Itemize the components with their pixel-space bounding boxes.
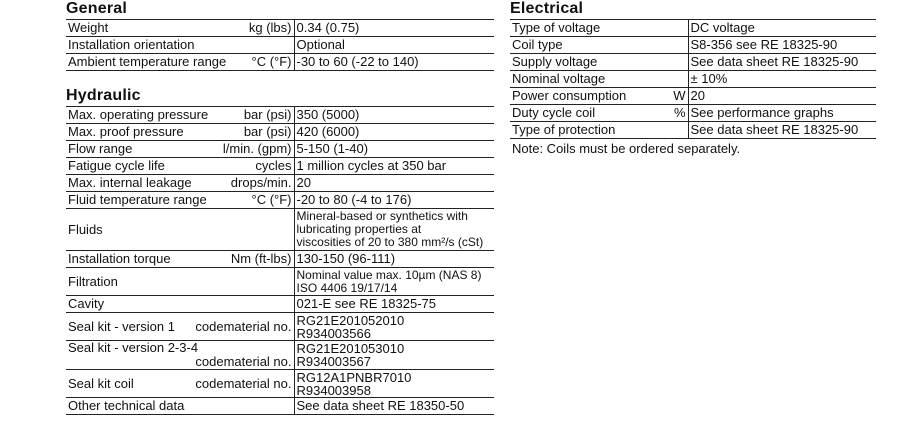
table-row <box>66 20 494 37</box>
row-label: Cavity <box>68 296 105 311</box>
row-value: See performance graphs <box>688 105 876 122</box>
table-row <box>66 313 494 341</box>
row-label: Type of protection <box>512 122 616 137</box>
general-table <box>66 19 494 71</box>
table-row <box>66 398 494 415</box>
row-label: Fluid temperature range <box>68 192 207 207</box>
table-row <box>66 158 494 175</box>
table-row <box>66 141 494 158</box>
row-unit: Nm (ft-lbs) <box>230 251 292 266</box>
hydraulic-title: Hydraulic <box>66 87 141 104</box>
row-label: Coil type <box>512 37 563 52</box>
table-row <box>66 341 494 370</box>
row-unit: cycles <box>255 158 292 173</box>
row-value: See data sheet RE 18325-90 <box>688 122 876 139</box>
row-label: Flow range <box>68 141 133 156</box>
row-unit: bar (psi) <box>243 107 292 122</box>
row-label: Max. internal leakage <box>68 175 192 190</box>
row-value: See data sheet RE 18350-50 <box>294 398 494 415</box>
row-label: Fatigue cycle life <box>68 158 165 173</box>
row-label: Power consumption <box>512 88 627 103</box>
row-label: Other technical data <box>68 398 185 413</box>
row-unit: % <box>673 105 686 120</box>
row-value: S8-356 see RE 18325-90 <box>688 37 876 54</box>
electrical-note: Note: Coils must be ordered separately. <box>512 141 741 156</box>
general-title: General <box>66 0 127 17</box>
row-value: 0.34 (0.75) <box>294 20 494 37</box>
hydraulic-table <box>66 106 494 415</box>
row-value: RG12A1PNBR7010 R934003958 <box>294 370 494 398</box>
table-row <box>510 105 876 122</box>
row-label: Supply voltage <box>512 54 598 69</box>
table-row <box>66 124 494 141</box>
row-value: RG21E201052010 R934003566 <box>294 313 494 341</box>
table-row <box>66 107 494 124</box>
table-row <box>66 296 494 313</box>
table-row <box>510 122 876 139</box>
table-row <box>66 251 494 268</box>
table-row <box>66 370 494 398</box>
row-value: -30 to 60 (-22 to 140) <box>294 54 494 71</box>
row-label: Filtration <box>68 273 118 289</box>
row-value: 20 <box>294 175 494 192</box>
row-unit: kg (lbs) <box>248 20 292 35</box>
row-label: Fluids <box>68 221 103 237</box>
row-value: 350 (5000) <box>294 107 494 124</box>
row-value: 1 million cycles at 350 bar <box>294 158 494 175</box>
row-label: Seal kit coil <box>68 375 134 391</box>
row-value: Mineral-based or synthetics with lubricating properties at viscosities of 20 to 380 mm²/s (cSt) <box>294 209 494 251</box>
table-row <box>510 20 876 37</box>
electrical-title: Electrical <box>510 0 584 17</box>
table-row <box>510 71 876 88</box>
row-label: Max. operating pressure <box>68 107 209 122</box>
table-row <box>66 192 494 209</box>
row-value: 130-150 (96-111) <box>294 251 494 268</box>
row-label: Max. proof pressure <box>68 124 184 139</box>
row-label: Installation torque <box>68 251 171 266</box>
row-value: 420 (6000) <box>294 124 494 141</box>
row-label: Weight <box>68 20 109 35</box>
row-value: 021-E see RE 18325-75 <box>294 296 494 313</box>
row-value: See data sheet RE 18325-90 <box>688 54 876 71</box>
row-unit: °C (°F) <box>251 54 292 69</box>
table-row <box>66 209 494 251</box>
table-row <box>66 54 494 71</box>
table-row <box>510 88 876 105</box>
row-unit: l/min. (gpm) <box>222 141 292 156</box>
row-unit: codematerial no. <box>195 375 292 391</box>
row-label: Ambient temperature range <box>68 54 227 69</box>
table-row <box>66 268 494 296</box>
row-value: DC voltage <box>688 20 876 37</box>
row-value: RG21E201053010 R934003567 <box>294 341 494 370</box>
row-unit: °C (°F) <box>251 192 292 207</box>
row-label: Seal kit - version 2-3-4 <box>68 340 199 355</box>
table-row <box>66 175 494 192</box>
table-row <box>66 37 494 54</box>
row-unit: bar (psi) <box>243 124 292 139</box>
electrical-table <box>510 19 876 139</box>
row-label: Seal kit - version 1 <box>68 318 175 334</box>
row-label: Type of voltage <box>512 20 601 35</box>
table-row <box>510 37 876 54</box>
table-row <box>510 54 876 71</box>
row-value: -20 to 80 (-4 to 176) <box>294 192 494 209</box>
row-value: 5-150 (1-40) <box>294 141 494 158</box>
row-value: Optional <box>294 37 494 54</box>
row-unit: codematerial no. <box>195 318 292 334</box>
row-value: Nominal value max. 10µm (NAS 8) ISO 4406 19/17/14 <box>294 268 494 296</box>
row-value: 20 <box>688 88 876 105</box>
row-label: Installation orientation <box>68 37 195 52</box>
row-label: Nominal voltage <box>512 71 606 86</box>
row-unit: codematerial no. <box>195 354 292 369</box>
row-unit: drops/min. <box>230 175 292 190</box>
row-unit: W <box>673 88 686 103</box>
row-label: Duty cycle coil <box>512 105 596 120</box>
row-value: ± 10% <box>688 71 876 88</box>
